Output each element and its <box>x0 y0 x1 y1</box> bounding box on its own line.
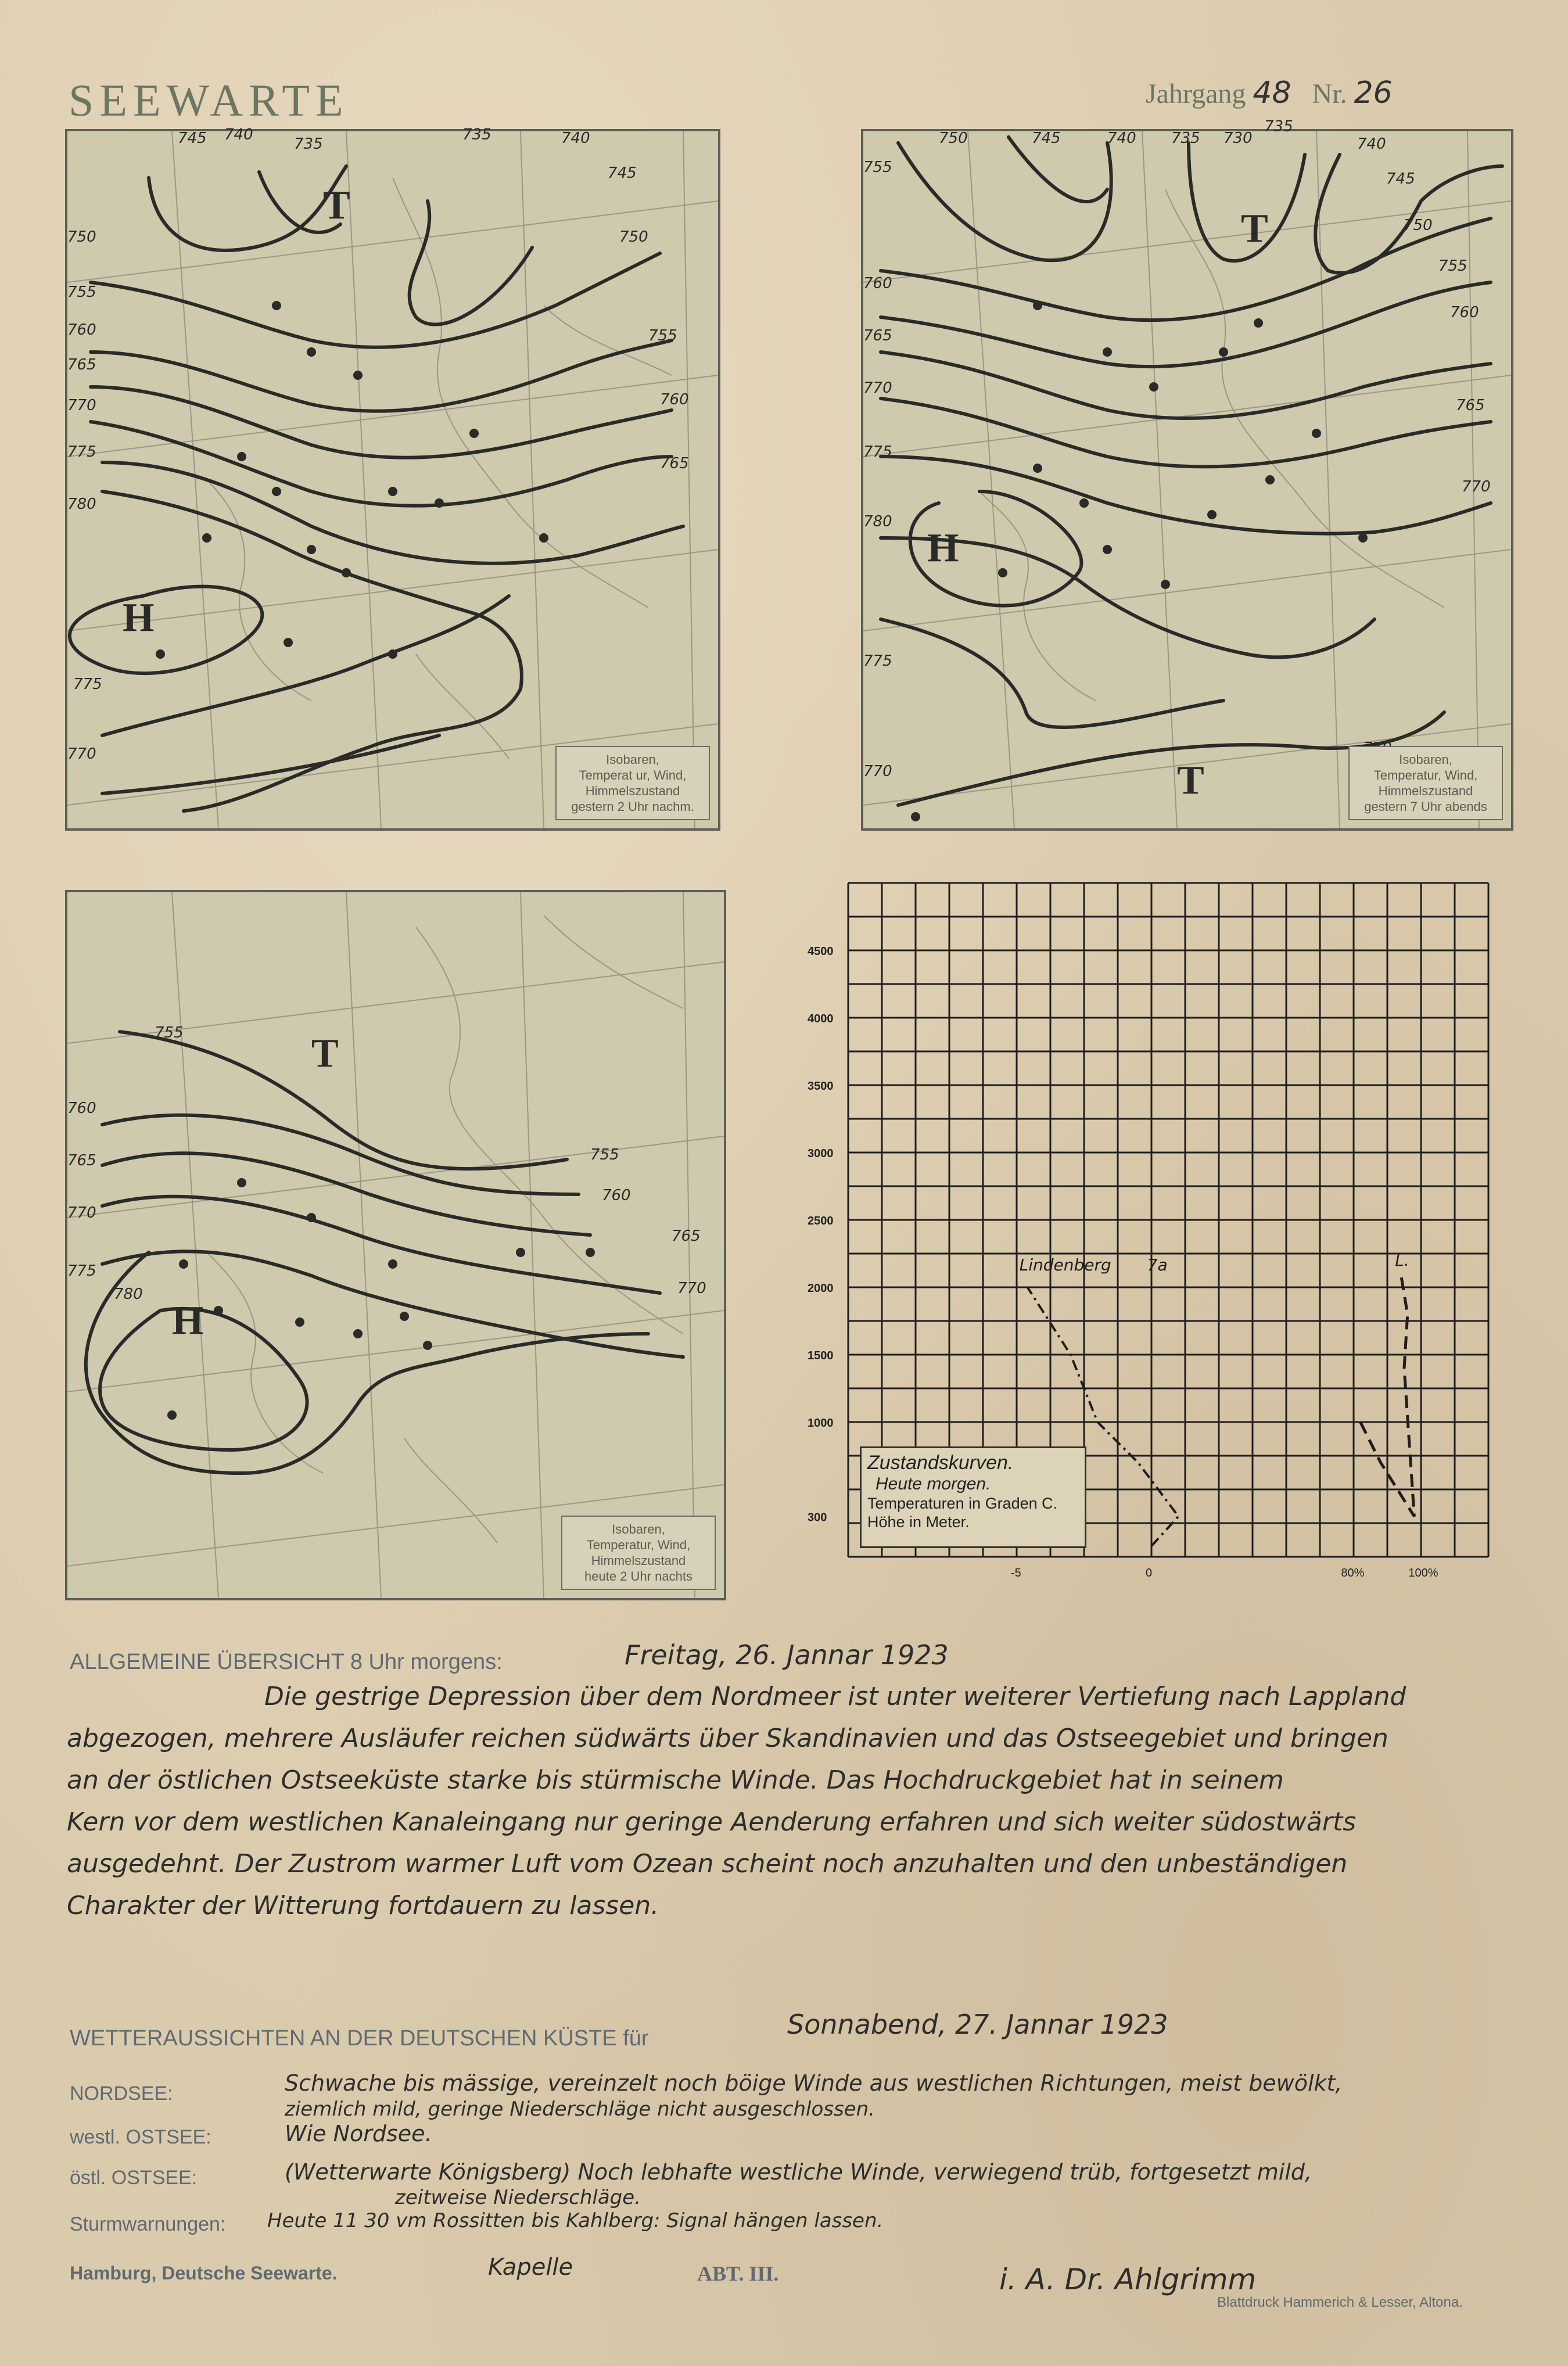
caption-line: Isobaren, <box>1399 752 1452 767</box>
volume-value: 48 <box>1253 76 1291 110</box>
volume-label: Jahrgang <box>1146 78 1246 109</box>
map-1-drawing <box>67 126 718 828</box>
isobar-label: 760 <box>863 275 892 292</box>
low-pressure-symbol-3: T <box>311 1031 339 1076</box>
issue-info <box>1146 76 1393 110</box>
isobar-label: 765 <box>672 1227 701 1245</box>
isobar-label: 740 <box>224 126 253 143</box>
isobar-label: 780 <box>863 513 892 530</box>
isobar-label: 770 <box>67 745 96 763</box>
caption-line: gestern 7 Uhr abends <box>1364 799 1487 814</box>
isobar-label: 765 <box>67 356 96 374</box>
isobar-label: 775 <box>67 1262 96 1280</box>
isobar-label: 765 <box>67 1152 96 1169</box>
forecast-heading: WETTERAUSSICHTEN AN DER DEUTSCHEN KÜSTE für <box>70 2026 649 2051</box>
weather-map-today-2am <box>65 890 726 1600</box>
isobar-label: 745 <box>608 164 637 182</box>
map-3-drawing <box>67 892 724 1598</box>
caption-line: Temperatur, Wind, <box>586 1538 691 1552</box>
number-value: 26 <box>1354 76 1393 110</box>
caption-line: Himmelszustand <box>585 784 680 798</box>
overview-line: abgezogen, mehrere Ausläufer reichen südwärts über Skandinavien und das Ostseegebiet und bringen <box>67 1724 1388 1753</box>
y-tick-label: 2500 <box>808 1215 834 1227</box>
map-3-caption <box>561 1516 716 1590</box>
series-label-humidity: L. <box>1395 1250 1409 1270</box>
isobar-label: 755 <box>863 159 892 176</box>
isobar-label: 765 <box>863 327 892 344</box>
westl-ostsee-label: westl. OSTSEE: <box>70 2126 211 2148</box>
caption-line: Himmelszustand <box>1378 784 1473 798</box>
x-tick-label: 80% <box>1341 1567 1365 1579</box>
y-tick-label: 3500 <box>808 1080 834 1093</box>
isobar-label: 770 <box>67 397 96 414</box>
map-1-caption <box>555 746 710 820</box>
high-pressure-symbol-3: H <box>172 1298 204 1343</box>
y-tick-label: 1000 <box>808 1417 834 1430</box>
overview-heading: ALLGEMEINE ÜBERSICHT 8 Uhr morgens: <box>70 1650 503 1674</box>
isobar-label: 745 <box>178 130 207 147</box>
x-tick-label: 100% <box>1408 1567 1438 1579</box>
isobar-label: 735 <box>462 126 491 143</box>
series-annotation-7a: 7a <box>1147 1255 1168 1274</box>
chart-title: Zustandskurven. <box>867 1452 1014 1474</box>
overview-line: ausgedehnt. Der Zustrom warmer Luft vom Ozean scheint noch anzuhalten und den unbeständigen <box>67 1849 1348 1879</box>
isobar-label: 750 <box>939 130 968 147</box>
isobar-label: 755 <box>155 1024 184 1042</box>
overview-line: Die gestrige Depression über dem Nordmeer ist unter weiterer Vertiefung nach Lappland <box>264 1682 1406 1711</box>
isobar-label: 755 <box>67 283 96 301</box>
isobar-label: 735 <box>1264 118 1293 135</box>
weather-map-yesterday-2pm <box>65 126 720 831</box>
chart-ylabel: Höhe in Meter. <box>867 1513 970 1531</box>
isobar-label: 755 <box>1438 257 1467 275</box>
caption-line: Himmelszustand <box>591 1553 686 1568</box>
y-tick-label: 4000 <box>808 1013 834 1025</box>
isobar-label: 750 <box>67 228 96 246</box>
isobar-label: 755 <box>648 327 677 344</box>
series-label-lindenberg: Lindenberg <box>1019 1255 1111 1274</box>
isobar-label: 765 <box>1456 397 1485 414</box>
isobar-label: 735 <box>1171 130 1200 147</box>
caption-line: heute 2 Uhr nachts <box>584 1569 692 1584</box>
overview-date: Freitag, 26. Jannar 1923 <box>625 1639 949 1671</box>
y-tick-label: 3000 <box>808 1147 834 1160</box>
state-curves-chart <box>778 871 1505 1592</box>
low-pressure-symbol-1: T <box>323 183 350 228</box>
isobar-label: 760 <box>67 321 96 339</box>
caption-line: Temperat ur, Wind, <box>579 768 687 782</box>
map-2-caption <box>1348 746 1503 820</box>
caption-line: gestern 2 Uhr nachm. <box>571 799 694 814</box>
isobar-label: 750 <box>619 228 648 246</box>
oestl-ostsee-text: (Wetterwarte Königsberg) Noch lebhafte westliche Winde, verwiegend trüb, fortgesetzt mild, <box>285 2159 1312 2185</box>
isobar-label: 770 <box>863 379 892 397</box>
map-2-drawing <box>863 118 1511 828</box>
isobar-label: 780 <box>67 496 96 513</box>
westl-ostsee-text: Wie Nordsee. <box>285 2121 432 2146</box>
nordsee-text: Schwache bis mässige, vereinzelt noch böige Winde aus westlichen Richtungen, meist bewölkt, <box>285 2070 1343 2096</box>
oestl-ostsee-text-2: zeitweise Niederschläge. <box>395 2186 641 2209</box>
isobar-label: 740 <box>1357 135 1386 153</box>
caption-line: Temperatur, Wind, <box>1373 768 1478 782</box>
chart-legend-box <box>860 1446 1086 1548</box>
publisher: Hamburg, Deutsche Seewarte. <box>70 2263 338 2284</box>
y-tick-label: 300 <box>808 1511 827 1524</box>
isobar-label: 770 <box>863 763 892 780</box>
signature: i. A. Dr. Ahlgrimm <box>999 2263 1257 2296</box>
newspaper-title: SEEWARTE <box>69 75 349 125</box>
isobar-label: 740 <box>1107 130 1136 147</box>
isobar-label: 760 <box>1450 304 1479 321</box>
isobar-label: 760 <box>67 1100 96 1117</box>
isobar-label: 755 <box>590 1146 619 1164</box>
high-pressure-symbol-1: H <box>123 595 155 640</box>
forecast-date: Sonnabend, 27. Jannar 1923 <box>787 2009 1168 2040</box>
low-pressure-symbol-2b: T <box>1177 758 1204 803</box>
caption-line: Isobaren, <box>606 752 659 767</box>
isobar-label: 775 <box>863 652 892 670</box>
y-tick-label: 2000 <box>808 1282 834 1295</box>
initials: Kapelle <box>488 2254 573 2281</box>
chart-xlabel: Temperaturen in Graden C. <box>867 1495 1058 1512</box>
overview-line: Charakter der Witterung fortdauern zu lassen. <box>67 1891 659 1920</box>
isobar-label: 765 <box>660 455 689 472</box>
isobar-label: 730 <box>1223 130 1253 147</box>
isobar-label: 775 <box>67 443 96 461</box>
x-tick-label: -5 <box>1011 1567 1021 1579</box>
x-tick-label: 0 <box>1146 1567 1153 1579</box>
y-tick-label: 4500 <box>808 945 834 958</box>
isobar-label: 740 <box>561 130 590 147</box>
storm-warning-text: Heute 11 30 vm Rossitten bis Kahlberg: Signal hängen lassen. <box>267 2209 884 2232</box>
isobar-label: 750 <box>1404 217 1433 234</box>
chart-subtitle: Heute morgen. <box>876 1474 991 1493</box>
isobar-label: 775 <box>863 443 892 461</box>
isobar-label: 770 <box>677 1280 706 1297</box>
storm-warning-label: Sturmwarnungen: <box>70 2213 226 2235</box>
y-tick-label: 1500 <box>808 1349 834 1362</box>
department: ABT. III. <box>697 2262 779 2285</box>
isobar-label: 770 <box>67 1204 96 1222</box>
isobar-label: 775 <box>73 676 102 693</box>
high-pressure-symbol-2: H <box>927 526 959 570</box>
isobar-label: 760 <box>660 391 689 408</box>
caption-line: Isobaren, <box>612 1522 665 1536</box>
overview-line: an der östlichen Ostseeküste starke bis stürmische Winde. Das Hochdruckgebiet hat in seinem <box>67 1765 1284 1795</box>
oestl-ostsee-label: östl. OSTSEE: <box>70 2167 198 2189</box>
weather-map-yesterday-7pm <box>861 118 1513 831</box>
isobar-label: 745 <box>1032 130 1061 147</box>
overview-text <box>67 1676 1508 1927</box>
isobar-label: 745 <box>1386 170 1415 188</box>
low-pressure-symbol-2a: T <box>1241 206 1268 251</box>
isobar-label: 760 <box>602 1187 631 1204</box>
isobar-label: 770 <box>1462 478 1491 496</box>
printer-credit: Blattdruck Hammerich & Lesser, Altona. <box>1217 2295 1463 2310</box>
isobar-label: 735 <box>294 135 323 153</box>
overview-line: Kern vor dem westlichen Kanaleingang nur geringe Aenderung erfahren und sich weiter südostwärts <box>67 1807 1357 1837</box>
isobar-label: 780 <box>114 1286 143 1303</box>
nordsee-text-2: ziemlich mild, geringe Niederschläge nicht ausgeschlossen. <box>285 2098 875 2121</box>
number-label: Nr. <box>1312 78 1347 109</box>
nordsee-label: NORDSEE: <box>70 2083 173 2105</box>
